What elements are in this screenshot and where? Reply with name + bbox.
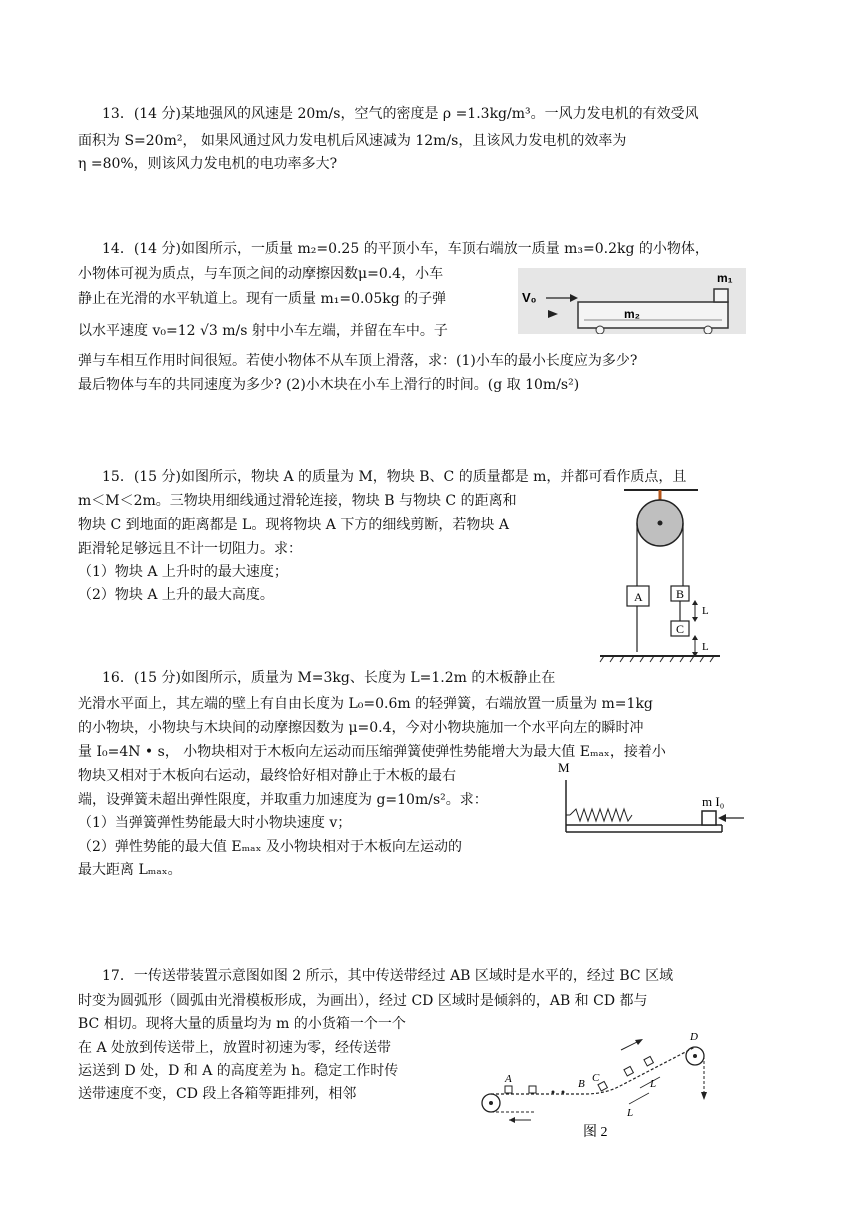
lower-arrowhead: [509, 1117, 515, 1123]
q17-line-2: 时变为圆弧形（圆弧由光滑模板形成，为画出），经过 CD 区域时是倾斜的，AB 和 CD 都与: [78, 993, 648, 1009]
return-arrow: [701, 1092, 707, 1100]
box-dot: [562, 1091, 565, 1094]
dimension-arrow: [692, 635, 698, 640]
dimension-arrow: [692, 617, 698, 622]
q17-line-4: 在 A 处放到传送带上，放置时初速为零，经传送带: [78, 1040, 392, 1056]
q17-line-6: 送带速度不变，CD 段上各箱等距排列，相邻: [78, 1086, 357, 1102]
q16-line-9: 最大距离 Lₘₐₓ。: [78, 862, 182, 878]
block-a-label: A: [634, 590, 643, 604]
q16-line-3: 的小物块，小物块与木块间的动摩擦因数为 μ=0.4，今对小物块施加一个水平向左的瞬时冲: [78, 720, 644, 736]
impulse-arrowhead: [718, 814, 726, 822]
box: [529, 1086, 536, 1093]
belt-top: [491, 1047, 695, 1094]
q14-line-2: 小物体可视为质点，与车顶之间的动摩擦因数μ=0.4，小车: [78, 266, 444, 282]
q15-line-2: m＜M＜2m。三物块用细线通过滑轮连接，物块 B 与物块 C 的距离和: [78, 493, 517, 509]
q17-line-5: 运送到 D 处，D 和 A 的高度差为 h。稳定工作时传: [78, 1063, 399, 1079]
point-d-label: D: [690, 1031, 698, 1043]
q16-line-6: 端，设弹簧未超出弹性限度，并取重力加速度为 g=10m/s²。求：: [78, 792, 488, 808]
m1-label: m₁: [717, 271, 733, 285]
block-impulse-label: m I₀: [702, 794, 725, 809]
point-c-label: C: [592, 1072, 600, 1084]
point-a-label: A: [505, 1073, 512, 1085]
q15-line-4: 距滑轮足够远且不计一切阻力。求：: [78, 541, 302, 557]
q17-conveyor-figure: [475, 1030, 725, 1145]
box: [598, 1081, 607, 1090]
q16-line-4: 量 I₀=4N • s， 小物块相对于木板向左运动而压缩弹簧使弹性势能增大为最大值 Eₘₐₓ，接着小: [78, 744, 666, 760]
q13-line-1: 13．(14 分)某地强风的风速是 20m/s，空气的密度是 ρ =1.3kg/m³。一风力发电机的有效受风: [102, 106, 699, 122]
spacing-l-label: L: [627, 1107, 634, 1119]
point-b-label: B: [578, 1078, 585, 1090]
q15-pulley-figure: [598, 486, 728, 666]
q14-line-6: 最后物体与车的共同速度为多少? (2)小木块在小车上滑行的时间。(g 取 10m/s²): [78, 377, 580, 393]
small-block-m: [702, 811, 716, 825]
q14-line-4: 以水平速度 v₀=12 √3 m/s 射中小车左端，并留在车中。子: [78, 323, 448, 339]
q16-line-2: 光滑水平面上，其左端的壁上有自由长度为 L₀=0.6m 的轻弹簧，右端放置一质量为 m=1kg: [78, 696, 653, 712]
board-mass-label: M: [558, 760, 570, 775]
q15-line-3: 物块 C 到地面的距离都是 L。现将物块 A 下方的细线剪断，若物块 A: [78, 517, 509, 533]
left-roller-axle: [489, 1101, 493, 1105]
incline-arrowhead: [635, 1039, 643, 1045]
q13-line-2: 面积为 S=20m²， 如果风通过风力发电机后风速减为 12m/s，且该风力发电机的效率为: [78, 133, 627, 149]
spring: [570, 809, 632, 821]
block-c-label: C: [676, 622, 685, 636]
q14-line-1: 14．(14 分)如图所示，一质量 m₂=0.25 的平顶小车，车顶右端放一质量 m₃=0.2kg 的小物体，: [102, 241, 709, 257]
q16-line-1: 16．(15 分)如图所示，质量为 M=3kg、长度为 L=1.2m 的木板静止在: [102, 670, 556, 686]
q14-cart-figure: [518, 268, 746, 334]
q15-line-1: 15．(15 分)如图所示，物块 A 的质量为 M，物块 B、C 的质量都是 m，并都可看作质点，且: [102, 469, 687, 485]
top-roller-axle: [693, 1054, 697, 1058]
v0-label: V₀: [522, 290, 537, 305]
spacing-line: [629, 1093, 649, 1104]
q16-line-8: （2）弹性势能的最大值 Eₘₐₓ 及小物块相对于木板向左运动的: [78, 839, 462, 855]
block-b-label: B: [676, 587, 685, 601]
q13-line-3: η =80%，则该风力发电机的电功率多大?: [78, 156, 338, 172]
distance-l2-label: L: [702, 641, 709, 653]
figure-caption: 图 2: [583, 1125, 608, 1140]
pulley-axle: [658, 521, 663, 526]
box: [505, 1086, 512, 1093]
box-dot: [552, 1091, 555, 1094]
q15-line-6: （2）物块 A 上升的最大高度。: [78, 587, 274, 603]
distance-l1-label: L: [702, 605, 709, 617]
q16-line-5: 物块又相对于木板向右运动，最终恰好相对静止于木板的最右: [78, 768, 456, 784]
cart-body: [578, 302, 728, 328]
q14-line-5: 弹与车相互作用时间很短。若使小物体不从车顶上滑落，求：(1)小车的最小长度应为多少?: [78, 353, 638, 369]
box: [624, 1066, 633, 1075]
right-wheel: [704, 326, 712, 334]
q14-line-3: 静止在光滑的水平轨道上。现有一质量 m₁=0.05kg 的子弹: [78, 291, 447, 307]
spacing-l-label: L: [650, 1078, 657, 1090]
q17-line-3: BC 相切。现将大量的质量均为 m 的小货箱一个一个: [78, 1016, 406, 1032]
m2-label: m₂: [624, 307, 641, 321]
box: [644, 1056, 653, 1065]
q17-line-1: 17．一传送带装置示意图如图 2 所示，其中传送带经过 AB 区域时是水平的，经过 BC 区域: [102, 968, 674, 984]
small-block-m1: [714, 289, 728, 302]
q15-line-5: （1）物块 A 上升时的最大速度；: [78, 564, 288, 580]
left-wheel: [596, 326, 604, 334]
q16-line-7: （1）当弹簧弹性势能最大时小物块速度 v；: [78, 815, 352, 831]
dimension-arrow: [692, 600, 698, 605]
q16-spring-board-figure: [552, 756, 746, 838]
